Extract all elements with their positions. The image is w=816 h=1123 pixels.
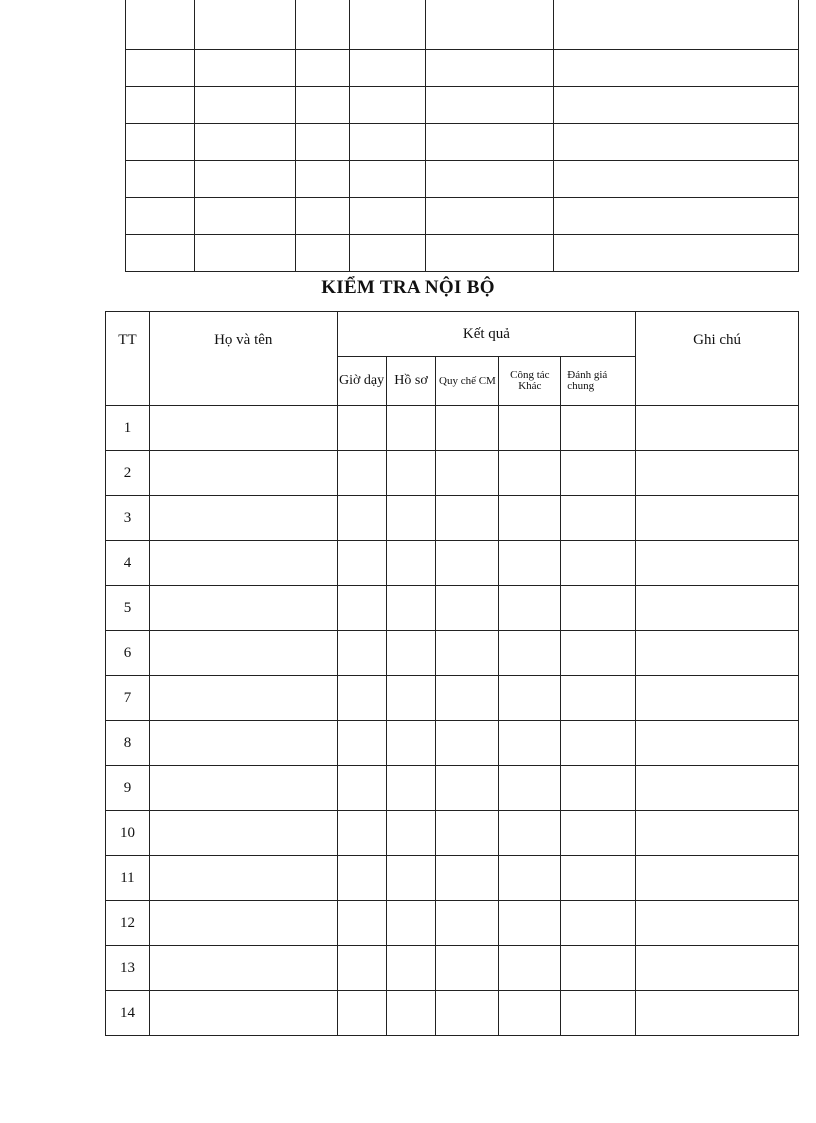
header-result: Kết quả bbox=[337, 312, 636, 357]
table-cell bbox=[337, 631, 386, 676]
top-table-cell bbox=[194, 124, 295, 161]
top-table-cell bbox=[425, 0, 554, 50]
top-table-cell bbox=[349, 198, 425, 235]
table-cell bbox=[436, 811, 499, 856]
top-table-continuation bbox=[125, 0, 799, 272]
table-cell bbox=[636, 991, 799, 1036]
table-cell bbox=[149, 406, 337, 451]
table-cell bbox=[499, 946, 561, 991]
table-cell bbox=[386, 991, 436, 1036]
table-cell bbox=[337, 766, 386, 811]
table-cell bbox=[561, 811, 636, 856]
table-cell bbox=[499, 541, 561, 586]
top-table-cell bbox=[194, 50, 295, 87]
table-cell bbox=[337, 946, 386, 991]
top-table-cell bbox=[425, 198, 554, 235]
table-cell bbox=[386, 586, 436, 631]
top-table-cell bbox=[554, 198, 799, 235]
table-cell bbox=[436, 496, 499, 541]
table-cell bbox=[561, 721, 636, 766]
table-cell bbox=[636, 451, 799, 496]
row-number: 1 bbox=[106, 406, 150, 451]
top-table-cell bbox=[295, 161, 349, 198]
row-number: 8 bbox=[106, 721, 150, 766]
table-cell bbox=[561, 676, 636, 721]
table-cell bbox=[636, 901, 799, 946]
table-cell bbox=[337, 811, 386, 856]
top-table-cell bbox=[295, 87, 349, 124]
table-cell bbox=[561, 766, 636, 811]
top-table-cell bbox=[349, 235, 425, 272]
table-row bbox=[106, 901, 799, 946]
top-table-cell bbox=[126, 161, 195, 198]
header-professional-rules: Quy chế CM bbox=[436, 357, 499, 406]
top-table-cell bbox=[554, 124, 799, 161]
table-cell bbox=[636, 586, 799, 631]
table-cell bbox=[561, 946, 636, 991]
table-cell bbox=[337, 856, 386, 901]
table-cell bbox=[149, 496, 337, 541]
table-cell bbox=[386, 676, 436, 721]
header-tt: TT bbox=[106, 312, 150, 406]
table-cell bbox=[561, 991, 636, 1036]
table-cell bbox=[561, 451, 636, 496]
table-cell bbox=[386, 766, 436, 811]
table-cell bbox=[636, 946, 799, 991]
table-cell bbox=[337, 451, 386, 496]
top-table-row bbox=[126, 161, 799, 198]
table-cell bbox=[436, 946, 499, 991]
row-number: 11 bbox=[106, 856, 150, 901]
table-cell bbox=[149, 676, 337, 721]
top-table-cell bbox=[554, 0, 799, 50]
top-table-row bbox=[126, 124, 799, 161]
table-cell bbox=[436, 766, 499, 811]
table-cell bbox=[436, 406, 499, 451]
top-table-cell bbox=[425, 124, 554, 161]
top-table-cell bbox=[425, 161, 554, 198]
table-cell bbox=[636, 856, 799, 901]
table-cell bbox=[149, 721, 337, 766]
table-cell bbox=[386, 901, 436, 946]
top-table-cell bbox=[295, 0, 349, 50]
table-cell bbox=[386, 541, 436, 586]
table-cell bbox=[561, 541, 636, 586]
row-number: 12 bbox=[106, 901, 150, 946]
top-table-cell bbox=[194, 0, 295, 50]
table-cell bbox=[337, 541, 386, 586]
row-number: 10 bbox=[106, 811, 150, 856]
table-cell bbox=[561, 586, 636, 631]
table-row bbox=[106, 946, 799, 991]
table-cell bbox=[636, 721, 799, 766]
table-cell bbox=[386, 496, 436, 541]
table-cell bbox=[149, 991, 337, 1036]
table-cell bbox=[499, 991, 561, 1036]
table-cell bbox=[436, 631, 499, 676]
table-cell bbox=[636, 766, 799, 811]
table-row bbox=[106, 676, 799, 721]
table-cell bbox=[337, 676, 386, 721]
table-cell bbox=[436, 856, 499, 901]
table-cell bbox=[337, 901, 386, 946]
table-cell bbox=[337, 406, 386, 451]
table-cell bbox=[636, 406, 799, 451]
table-cell bbox=[337, 721, 386, 766]
top-table-row bbox=[126, 50, 799, 87]
table-cell bbox=[636, 811, 799, 856]
internal-inspection-table bbox=[105, 311, 799, 1036]
table-cell bbox=[386, 946, 436, 991]
table-cell bbox=[499, 901, 561, 946]
top-table-cell bbox=[554, 161, 799, 198]
table-row bbox=[106, 721, 799, 766]
top-table-cell bbox=[554, 87, 799, 124]
top-table-cell bbox=[295, 198, 349, 235]
table-cell bbox=[561, 901, 636, 946]
table-cell bbox=[149, 766, 337, 811]
table-cell bbox=[149, 901, 337, 946]
table-cell bbox=[337, 586, 386, 631]
table-row bbox=[106, 766, 799, 811]
header-note: Ghi chú bbox=[636, 312, 799, 406]
row-number: 4 bbox=[106, 541, 150, 586]
table-cell bbox=[436, 586, 499, 631]
table-row bbox=[106, 496, 799, 541]
row-number: 7 bbox=[106, 676, 150, 721]
top-table-cell bbox=[349, 50, 425, 87]
top-table-cell bbox=[126, 87, 195, 124]
row-number: 9 bbox=[106, 766, 150, 811]
table-cell bbox=[149, 811, 337, 856]
table-row bbox=[106, 631, 799, 676]
table-cell bbox=[436, 721, 499, 766]
table-cell bbox=[149, 541, 337, 586]
top-table-cell bbox=[425, 87, 554, 124]
top-table-cell bbox=[126, 235, 195, 272]
top-table-cell bbox=[126, 198, 195, 235]
table-cell bbox=[149, 586, 337, 631]
table-cell bbox=[337, 991, 386, 1036]
page-title: KIỂM TRA NỘI BỘ bbox=[321, 277, 495, 298]
header-other-work: Công tác Khác bbox=[499, 357, 561, 406]
table-cell bbox=[436, 991, 499, 1036]
top-table-cell bbox=[126, 50, 195, 87]
table-cell bbox=[149, 631, 337, 676]
table-cell bbox=[499, 451, 561, 496]
table-cell bbox=[561, 496, 636, 541]
table-cell bbox=[386, 631, 436, 676]
top-table-row bbox=[126, 198, 799, 235]
table-cell bbox=[499, 676, 561, 721]
top-table-cell bbox=[126, 0, 195, 50]
table-row bbox=[106, 451, 799, 496]
top-table-cell bbox=[349, 0, 425, 50]
table-cell bbox=[386, 856, 436, 901]
top-table-cell bbox=[425, 50, 554, 87]
header-overall-evaluation: Đánh giá chung bbox=[561, 357, 636, 406]
table-cell bbox=[149, 946, 337, 991]
top-table-row bbox=[126, 0, 799, 50]
header-name: Họ và tên bbox=[149, 312, 337, 406]
row-number: 6 bbox=[106, 631, 150, 676]
table-row bbox=[106, 586, 799, 631]
top-table-cell bbox=[349, 161, 425, 198]
table-cell bbox=[149, 451, 337, 496]
table-cell bbox=[436, 676, 499, 721]
top-table-cell bbox=[194, 87, 295, 124]
top-table-cell bbox=[126, 124, 195, 161]
table-cell bbox=[386, 451, 436, 496]
table-row bbox=[106, 541, 799, 586]
table-cell bbox=[499, 721, 561, 766]
row-number: 5 bbox=[106, 586, 150, 631]
top-table-cell bbox=[554, 50, 799, 87]
table-cell bbox=[499, 496, 561, 541]
table-cell bbox=[499, 811, 561, 856]
row-number: 2 bbox=[106, 451, 150, 496]
top-table-cell bbox=[349, 87, 425, 124]
table-cell bbox=[337, 496, 386, 541]
table-cell bbox=[499, 631, 561, 676]
table-row bbox=[106, 856, 799, 901]
top-table-cell bbox=[295, 50, 349, 87]
table-cell bbox=[561, 406, 636, 451]
row-number: 14 bbox=[106, 991, 150, 1036]
table-cell bbox=[499, 406, 561, 451]
top-table-cell bbox=[194, 235, 295, 272]
row-number: 13 bbox=[106, 946, 150, 991]
row-number: 3 bbox=[106, 496, 150, 541]
table-cell bbox=[386, 721, 436, 766]
table-cell bbox=[561, 631, 636, 676]
table-cell bbox=[149, 856, 337, 901]
table-row bbox=[106, 991, 799, 1036]
table-cell bbox=[636, 676, 799, 721]
top-table-cell bbox=[194, 161, 295, 198]
top-table-cell bbox=[554, 235, 799, 272]
top-table-cell bbox=[425, 235, 554, 272]
header-records: Hồ sơ bbox=[386, 357, 436, 406]
table-row bbox=[106, 811, 799, 856]
table-cell bbox=[499, 586, 561, 631]
table-cell bbox=[499, 856, 561, 901]
table-cell bbox=[436, 901, 499, 946]
top-table-cell bbox=[295, 124, 349, 161]
table-cell bbox=[499, 766, 561, 811]
top-table-cell bbox=[194, 198, 295, 235]
top-table-cell bbox=[349, 124, 425, 161]
table-row bbox=[106, 406, 799, 451]
table-cell bbox=[436, 541, 499, 586]
top-table-cell bbox=[295, 235, 349, 272]
table-cell bbox=[386, 406, 436, 451]
table-cell bbox=[386, 811, 436, 856]
top-table-row bbox=[126, 87, 799, 124]
table-cell bbox=[561, 856, 636, 901]
table-cell bbox=[636, 631, 799, 676]
table-cell bbox=[636, 541, 799, 586]
table-cell bbox=[636, 496, 799, 541]
top-table-row bbox=[126, 235, 799, 272]
table-cell bbox=[436, 451, 499, 496]
header-teaching-hours: Giờ dạy bbox=[337, 357, 386, 406]
